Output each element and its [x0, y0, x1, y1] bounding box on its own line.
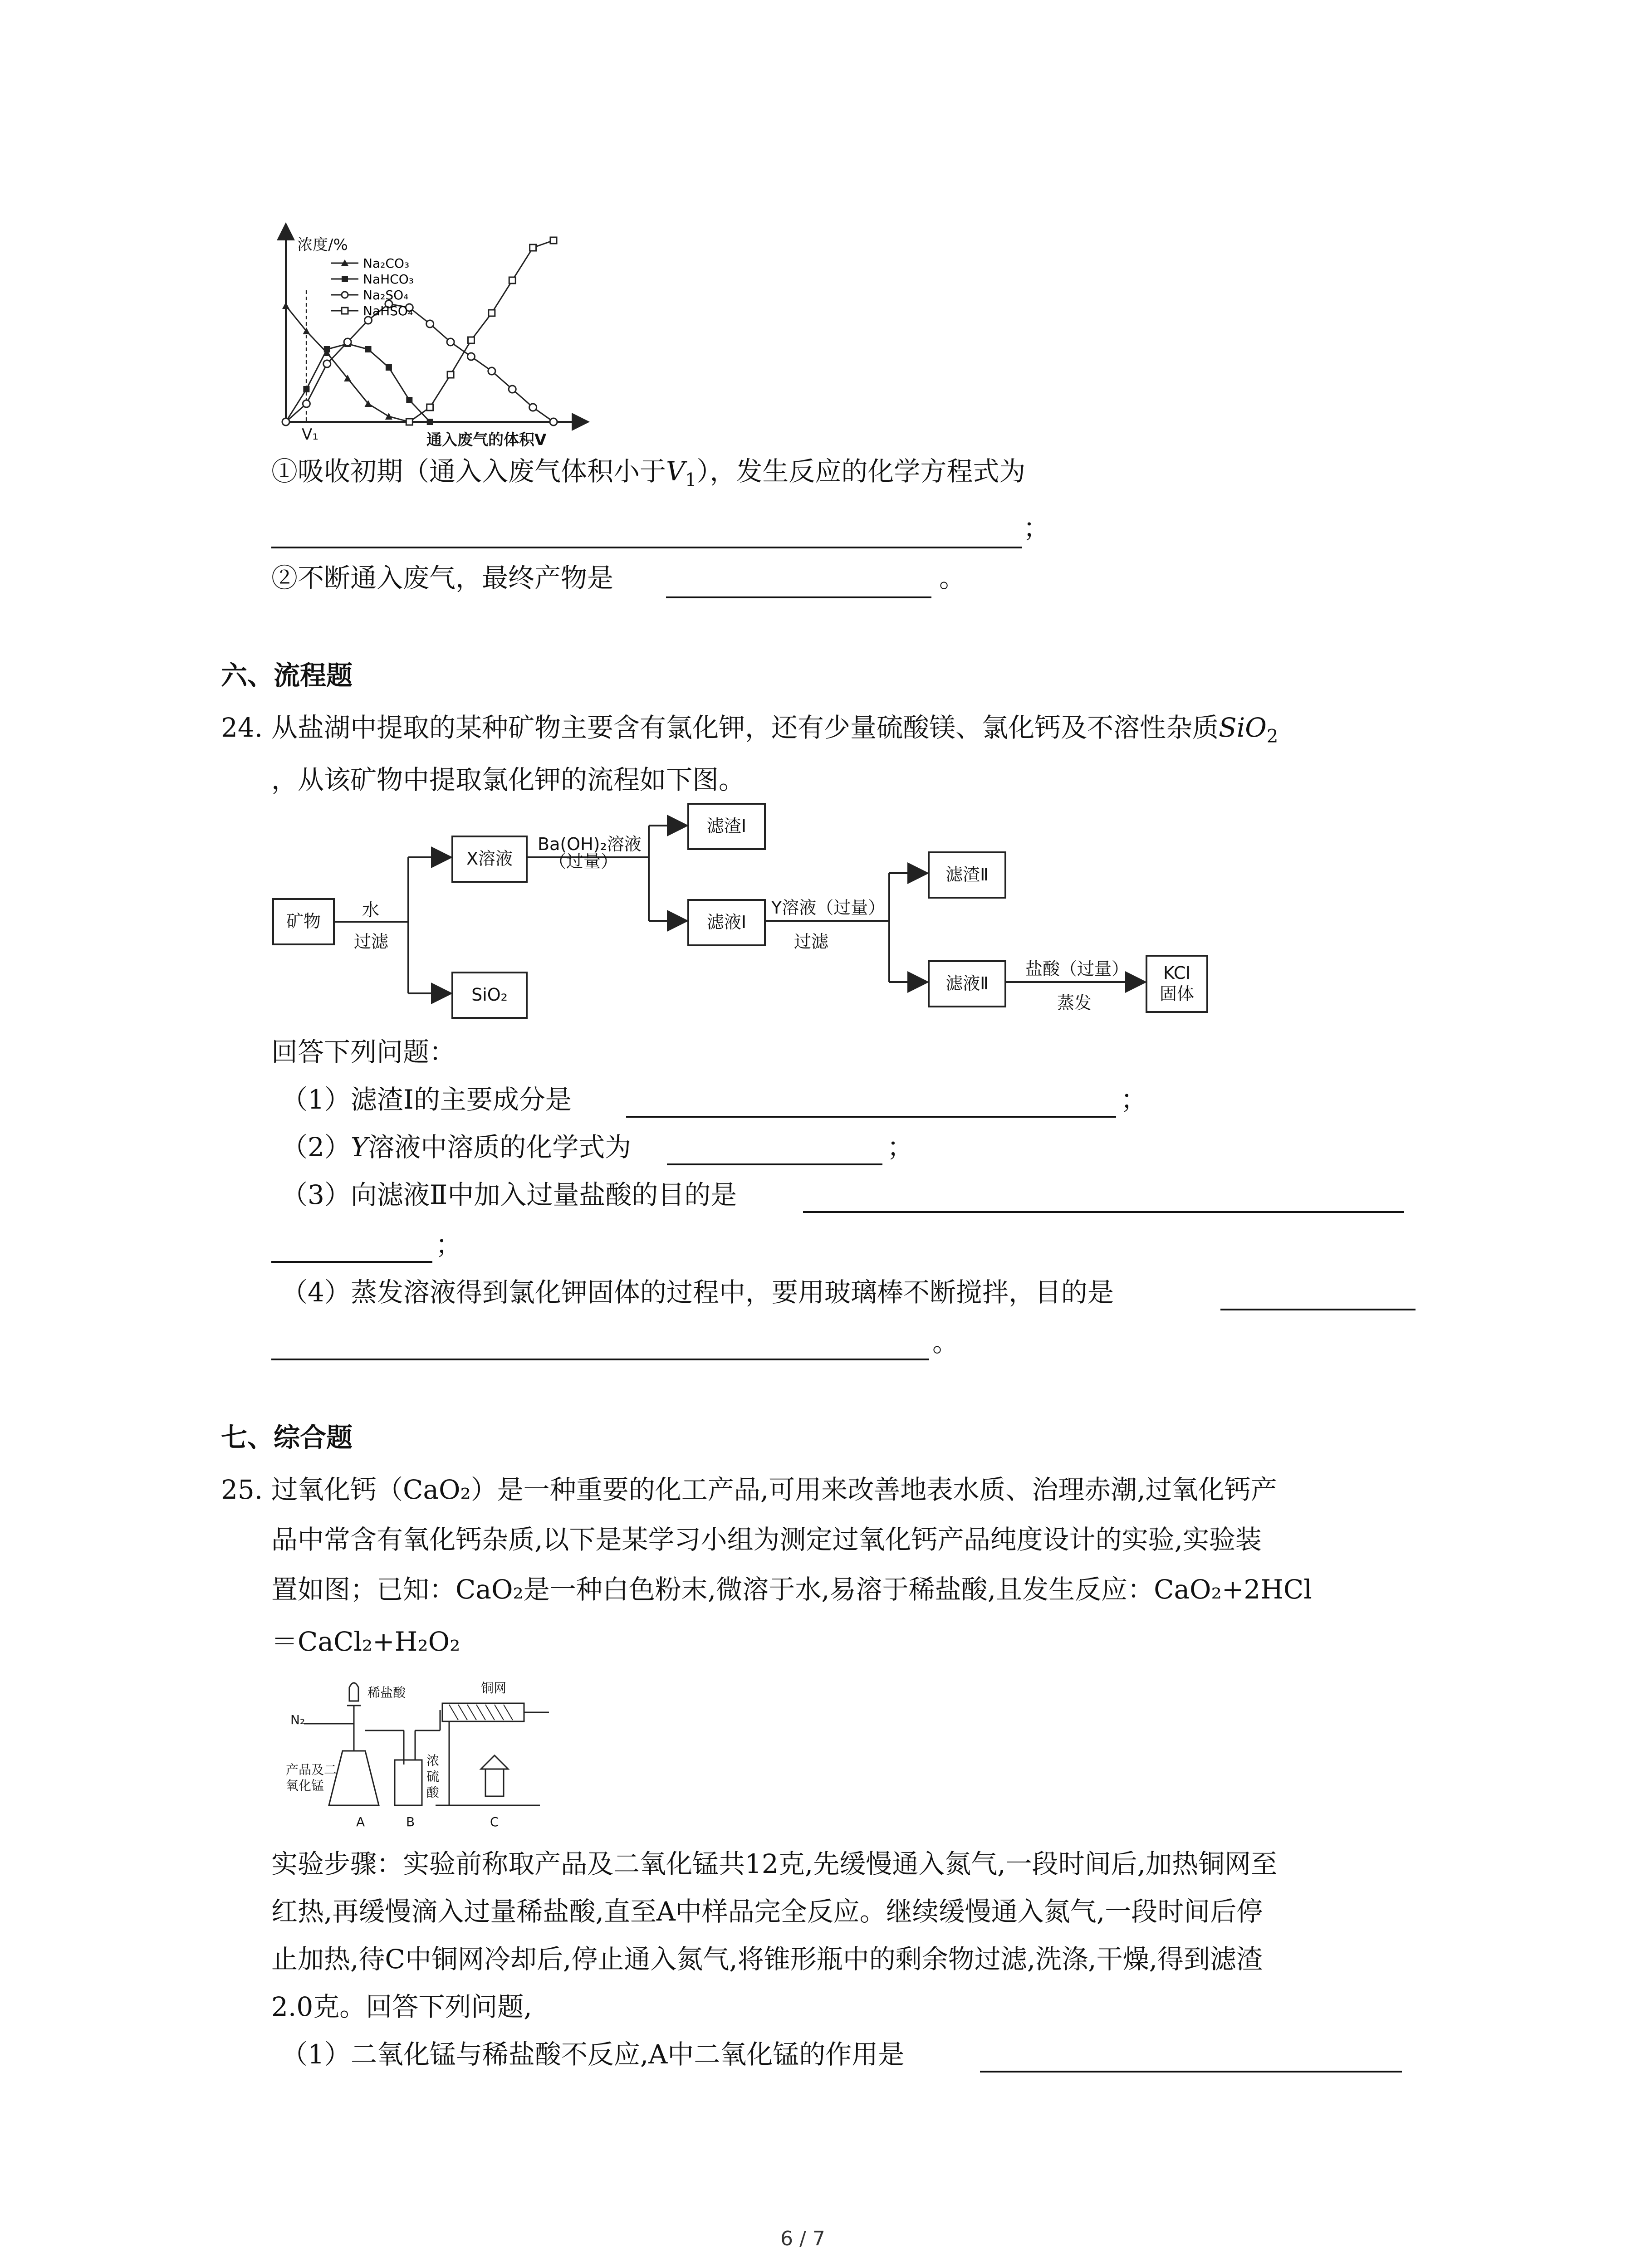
q23-answer-line-2[interactable] [666, 596, 931, 598]
q24-number: 24. [221, 712, 263, 743]
q23-sub1-var: V [666, 456, 685, 487]
q25-line4: ＝CaCl₂+H₂O₂ [271, 1626, 460, 1657]
series-2-point-2 [323, 360, 331, 367]
flow-box-sio2: SiO₂ [451, 972, 528, 1019]
q24-intro: 回答下列问题： [271, 1036, 456, 1067]
series-2-point-3 [344, 338, 351, 346]
q23-semicolon: ； [1023, 513, 1050, 543]
q24-line1-text: 从盐湖中提取的某种矿物主要含有氯化钾，还有少量硫酸镁、氯化钙及不溶性杂质 [271, 712, 1219, 743]
q24-line1 [271, 714, 1278, 746]
series-3-point-0 [406, 419, 412, 425]
flow-label-water: 水 [362, 900, 380, 920]
q23-sub2-end: 。 [939, 562, 966, 593]
q25-line3: 置如图；已知：CaO₂是一种白色粉末,微溶于水,易溶于稀盐酸,且发生反应：CaO₂+2HCl [271, 1574, 1312, 1605]
series-1-point-1 [303, 386, 309, 392]
legend-item-na2co3 [331, 256, 409, 271]
q24-formula-sub: 2 [1266, 726, 1279, 747]
apparatus-copper-label: 铜网 [481, 1681, 507, 1696]
series-1-point-7 [427, 419, 433, 425]
flow-box-filtrate1: 滤液Ⅰ [687, 899, 766, 946]
flow-box-kcl [1146, 955, 1208, 1013]
apparatus-label-b: B [406, 1814, 415, 1829]
flow-label-filter1: 过滤 [354, 932, 389, 952]
q24-a1-end: ； [1121, 1084, 1147, 1115]
q23-answer-line-1[interactable] [271, 547, 1022, 548]
q23-sub2 [271, 562, 614, 593]
q24-a2-pre: （2） [281, 1132, 351, 1163]
legend-item-na2so4 [331, 288, 408, 303]
q24-line2: ，从该矿物中提取氯化钾的流程如下图。 [271, 764, 745, 795]
q24-a4-end: 。 [932, 1327, 959, 1358]
q24-a4: （4）蒸发溶液得到氯化钾固体的过程中，要用玻璃棒不断搅拌，目的是 [281, 1277, 1114, 1308]
series-1-point-2 [324, 346, 330, 352]
legend-label: Na₂CO₃ [363, 256, 410, 271]
flow-kcl-solid: 固体 [1159, 984, 1194, 1004]
series-2-point-13 [550, 418, 557, 425]
series-2-point-8 [447, 338, 454, 346]
apparatus-label-c: C [490, 1814, 499, 1829]
apparatus-acid-label-3: 酸 [426, 1785, 440, 1800]
series-1-point-4 [365, 346, 372, 352]
flow-box-mineral: 矿物 [272, 898, 335, 945]
q24-a3: （3）向滤液Ⅱ中加入过量盐酸的目的是 [281, 1179, 737, 1210]
flow-box-residue2: 滤渣Ⅱ [928, 851, 1006, 899]
series-layer [282, 237, 557, 425]
series-2-point-0 [282, 418, 289, 425]
series-2-point-9 [467, 353, 475, 360]
q23-sub1-text: ①吸收初期（通入入废气体积小于 [271, 456, 666, 487]
q24-a2-end: ； [887, 1132, 914, 1163]
q24-a4-answer-line-a[interactable] [1220, 1309, 1416, 1310]
legend-item-nahco3 [331, 272, 414, 287]
q23-sub1-sub: 1 [685, 469, 697, 491]
series-3-point-5 [509, 277, 515, 284]
series-line-1 [286, 344, 430, 422]
section-6-title: 六、流程题 [221, 660, 353, 691]
flow-label-hcl: 盐酸（过量） [1025, 959, 1129, 979]
q25-number: 25. [221, 1474, 263, 1505]
q25-line1: 过氧化钙（CaO₂）是一种重要的化工产品,可用来改善地表水质、治理赤潮,过氧化钙产 [271, 1474, 1277, 1505]
series-2-point-10 [488, 367, 495, 375]
concentration-chart [254, 222, 599, 449]
q23-sub1-tail: ），发生反应的化学方程式为 [696, 456, 1026, 487]
series-0-point-0 [282, 302, 289, 309]
legend-label: Na₂SO₄ [363, 288, 409, 303]
page-number: 6 / 7 [780, 2227, 825, 2250]
series-0-point-5 [385, 413, 392, 420]
q24-formula: SiO [1219, 712, 1267, 743]
q24-a1-answer-line[interactable] [626, 1116, 1116, 1118]
series-3-point-2 [447, 371, 454, 378]
series-3-point-3 [468, 337, 474, 343]
chart-xlabel: 通入废气的体积V [426, 431, 547, 449]
series-line-3 [409, 240, 554, 422]
flow-box-filtrate2: 滤液Ⅱ [928, 960, 1006, 1007]
apparatus-sample-label: 产品及二 [286, 1762, 337, 1777]
series-3-point-6 [530, 244, 536, 251]
q24-a3-answer-line-b[interactable] [271, 1261, 432, 1263]
legend-item-nahso4 [331, 303, 413, 318]
series-2-point-11 [509, 386, 516, 393]
q24-a1: （1）滤渣Ⅰ的主要成分是 [281, 1084, 572, 1115]
q25-steps-2: 红热,再缓慢滴入过量稀盐酸,直至A中样品完全反应。继续缓慢通入氮气,一段时间后停 [271, 1896, 1263, 1927]
apparatus-sample-label-2: 氧化锰 [286, 1778, 324, 1793]
q24-a3-end: ； [436, 1229, 462, 1260]
apparatus-acid-label: 浓 [426, 1753, 440, 1768]
legend-label: NaHSO₄ [363, 303, 413, 318]
apparatus-acid-label-2: 硫 [426, 1769, 440, 1784]
chart-ylabel: 浓度/% [297, 236, 348, 254]
q24-a4-answer-line-b[interactable] [271, 1359, 929, 1360]
flow-label-baoh2: Ba(OH)₂溶液 [538, 834, 642, 854]
q24-a2-text: 溶液中溶质的化学式为 [368, 1132, 632, 1163]
apparatus-figure [286, 1669, 576, 1833]
series-1-point-6 [406, 397, 412, 403]
legend [331, 256, 414, 318]
flow-label-filter2: 过滤 [794, 932, 829, 952]
q25-steps-1: 实验步骤：实验前称取产品及二氧化锰共12克,先缓慢通入氮气,一段时间后,加热铜网至 [271, 1848, 1278, 1879]
series-3-point-4 [489, 310, 495, 316]
section-7-title: 七、综合题 [221, 1422, 353, 1453]
series-2-point-1 [303, 400, 310, 407]
q24-a3-answer-line-a[interactable] [803, 1211, 1404, 1213]
series-1-point-5 [386, 364, 392, 371]
series-3-point-1 [427, 404, 433, 411]
chart-v1-label: V₁ [302, 425, 318, 444]
q24-a2-var: Y [350, 1132, 368, 1163]
flow-box-x-solution: X溶液 [451, 836, 528, 883]
apparatus-hcl-label: 稀盐酸 [367, 1685, 406, 1700]
flow-diagram [272, 803, 1225, 1021]
q24-a2 [281, 1132, 632, 1163]
flow-box-residue1: 滤渣Ⅰ [687, 803, 766, 850]
flow-label-excess1: （过量） [549, 851, 618, 871]
q24-a2-answer-line[interactable] [667, 1163, 882, 1165]
q25-a1: （1）二氧化锰与稀盐酸不反应,A中二氧化锰的作用是 [281, 2039, 905, 2070]
chart-svg [254, 222, 599, 440]
q25-steps-4: 2.0克。回答下列问题, [271, 1991, 532, 2022]
q25-line2: 品中常含有氧化钙杂质,以下是某学习小组为测定过氧化钙产品纯度设计的实验,实验装 [271, 1524, 1262, 1555]
series-2-point-12 [529, 404, 537, 411]
q23-sub2-text: ②不断通入废气，最终产物是 [271, 562, 614, 593]
flow-label-y-solution: Y溶液（过量） [771, 898, 886, 918]
series-3-point-7 [550, 237, 557, 244]
apparatus-n2-label: N₂ [290, 1712, 305, 1727]
flow-label-evaporate: 蒸发 [1057, 993, 1092, 1013]
flow-kcl-text: KCl [1163, 963, 1190, 983]
q25-steps-3: 止加热,待C中铜网冷却后,停止通入氮气,将锥形瓶中的剩余物过滤,洗涤,干燥,得到滤渣 [271, 1944, 1263, 1975]
legend-label: NaHCO₃ [363, 272, 414, 287]
q25-a1-answer-line[interactable] [980, 2071, 1402, 2072]
apparatus-label-a: A [356, 1814, 365, 1829]
series-2-point-7 [426, 320, 434, 327]
q23-sub1 [271, 458, 1025, 489]
